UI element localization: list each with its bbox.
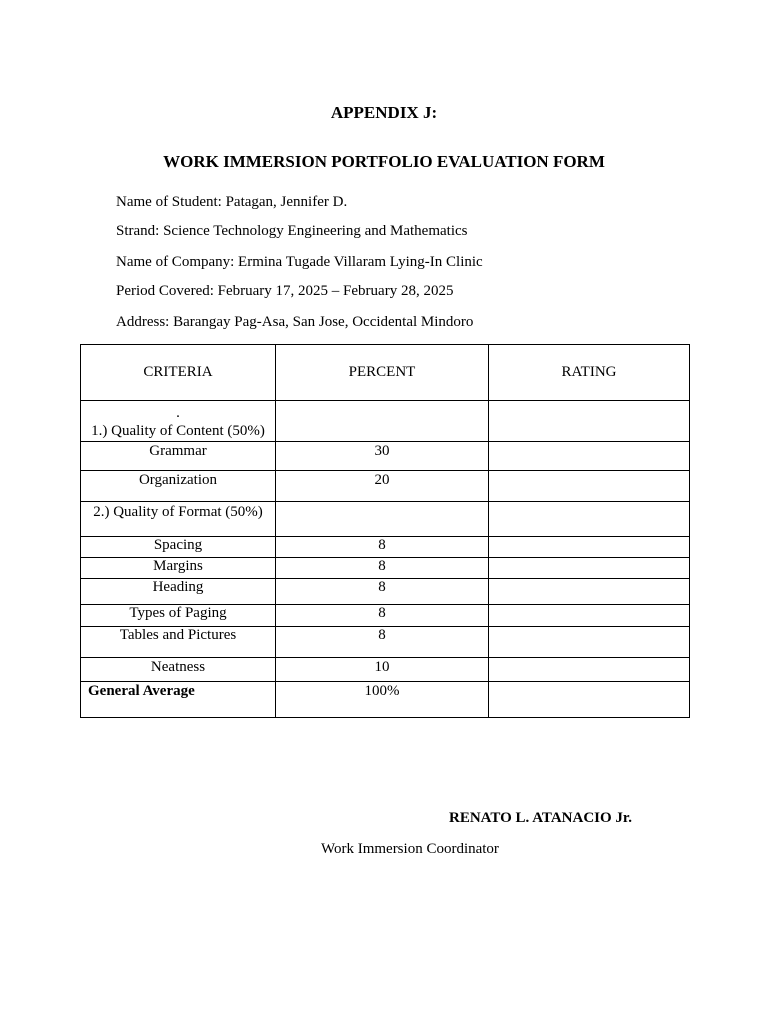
table-header-row xyxy=(81,345,690,401)
rating-cell[interactable] xyxy=(489,471,690,502)
general-average-label: General Average xyxy=(81,682,276,718)
section-content-dot: . xyxy=(176,405,180,421)
percent-cell: 8 xyxy=(276,537,489,558)
strand: Strand: Science Technology Engineering and Mathematics xyxy=(116,223,468,239)
general-average-row xyxy=(81,682,690,718)
percent-cell: 10 xyxy=(276,658,489,682)
form-title: WORK IMMERSION PORTFOLIO EVALUATION FORM xyxy=(163,152,605,171)
criteria-cell: Neatness xyxy=(81,658,276,682)
header-rating: RATING xyxy=(489,345,690,401)
address: Address: Barangay Pag-Asa, San Jose, Occidental Mindoro xyxy=(116,314,474,330)
table-row xyxy=(81,442,690,471)
table-row xyxy=(81,558,690,579)
evaluation-table xyxy=(80,344,690,718)
section-format-rating xyxy=(489,502,690,537)
criteria-cell: Tables and Pictures xyxy=(81,627,276,658)
criteria-cell: Types of Paging xyxy=(81,605,276,627)
percent-cell: 30 xyxy=(276,442,489,471)
percent-cell: 8 xyxy=(276,605,489,627)
criteria-cell: Spacing xyxy=(81,537,276,558)
rating-cell[interactable] xyxy=(489,442,690,471)
rating-cell[interactable] xyxy=(489,658,690,682)
section-format-percent xyxy=(276,502,489,537)
criteria-cell: Margins xyxy=(81,558,276,579)
header-percent: PERCENT xyxy=(276,345,489,401)
table-row xyxy=(81,471,690,502)
period-covered: Period Covered: February 17, 2025 – February 28, 2025 xyxy=(116,283,454,299)
percent-cell: 8 xyxy=(276,579,489,605)
section-content-row xyxy=(81,401,690,442)
coordinator-role: Work Immersion Coordinator xyxy=(321,841,499,857)
section-content-percent xyxy=(276,401,489,442)
general-average-rating[interactable] xyxy=(489,682,690,718)
section-content-cell xyxy=(81,401,276,442)
section-content-label: 1.) Quality of Content (50%) xyxy=(91,423,265,439)
section-content-rating xyxy=(489,401,690,442)
table-row xyxy=(81,605,690,627)
appendix-label: APPENDIX J: xyxy=(330,103,438,122)
section-format-label: 2.) Quality of Format (50%) xyxy=(81,502,276,537)
percent-cell: 8 xyxy=(276,627,489,658)
rating-cell[interactable] xyxy=(489,558,690,579)
criteria-cell: Organization xyxy=(81,471,276,502)
percent-cell: 20 xyxy=(276,471,489,502)
coordinator-name: RENATO L. ATANACIO Jr. xyxy=(449,810,632,826)
rating-cell[interactable] xyxy=(489,605,690,627)
rating-cell[interactable] xyxy=(489,537,690,558)
percent-cell: 8 xyxy=(276,558,489,579)
student-name: Name of Student: Patagan, Jennifer D. xyxy=(116,194,348,210)
rating-cell[interactable] xyxy=(489,579,690,605)
company-name: Name of Company: Ermina Tugade Villaram Lying-In Clinic xyxy=(116,254,483,270)
table-row xyxy=(81,579,690,605)
criteria-cell: Grammar xyxy=(81,442,276,471)
table-row xyxy=(81,658,690,682)
table-row xyxy=(81,627,690,658)
section-format-row xyxy=(81,502,690,537)
criteria-cell: Heading xyxy=(81,579,276,605)
header-criteria: CRITERIA xyxy=(81,345,276,401)
rating-cell[interactable] xyxy=(489,627,690,658)
table-row xyxy=(81,537,690,558)
general-average-percent: 100% xyxy=(276,682,489,718)
